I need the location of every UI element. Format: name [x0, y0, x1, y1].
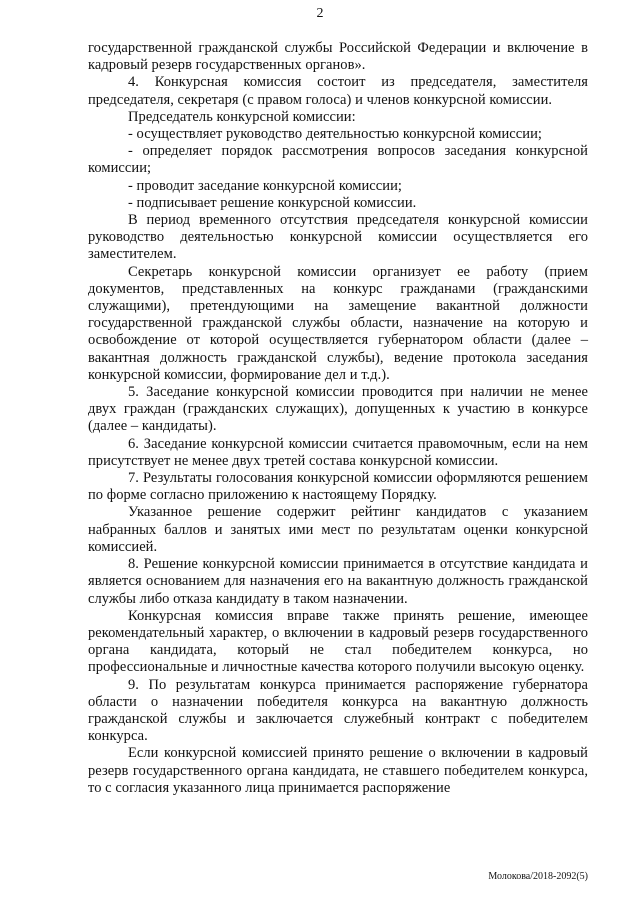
- document-body: [88, 40, 588, 797]
- paragraph: 5. Заседание конкурсной комиссии проводится при наличии не менее двух граждан (гражданских служащих), допущенных к участию в конкурсе (далее – кандидаты).: [88, 384, 588, 435]
- paragraph: Секретарь конкурсной комиссии организует ее работу (прием документов, представленных на конкурс гражданами (гражданскими служащими), претендующими на замещение вакантной должности государственной гражданской службы области, назначение на которую и освобождение от которой осуществляется губернатором области (далее – вакантная должность гражданской службы), ведение протокола заседания конкурсной комиссии, формирование дел и т.д.).: [88, 263, 588, 383]
- paragraph: 6. Заседание конкурсной комиссии считается правомочным, если на нем присутствует не менее двух третей состава конкурсной комиссии.: [88, 435, 588, 469]
- paragraph: - определяет порядок рассмотрения вопросов заседания конкурсной комиссии;: [88, 143, 588, 177]
- document-code: Молокова/2018-2092(5): [488, 871, 588, 882]
- paragraph: Если конкурсной комиссией принято решение о включении в кадровый резерв государственного органа кандидата, не ставшего победителем конкурса, то с согласия указанного лица принимается распоряжение: [88, 745, 588, 796]
- paragraph: Председатель конкурсной комиссии:: [128, 108, 356, 125]
- page-number: 2: [316, 6, 324, 21]
- paragraph: В период временного отсутствия председателя конкурсной комиссии руководство деятельностью конкурсной комиссии осуществляется его заместителем.: [88, 212, 588, 263]
- paragraph: Указанное решение содержит рейтинг кандидатов с указанием набранных баллов и занятых ими мест по результатам оценки конкурсной комиссией.: [88, 504, 588, 555]
- paragraph: - подписывает решение конкурсной комиссии.: [128, 194, 417, 211]
- paragraph: - проводит заседание конкурсной комиссии;: [128, 177, 402, 194]
- paragraph: - осуществляет руководство деятельностью конкурсной комиссии;: [128, 126, 542, 143]
- paragraph: Конкурсная комиссия вправе также принять решение, имеющее рекомендательный характер, о включении в кадровый резерв государственного органа кандидата, который не стал победителем конкурса, но профессиональные и личностные качества которого получили высокую оценку.: [88, 607, 588, 676]
- paragraph: 8. Решение конкурсной комиссии принимается в отсутствие кандидата и является основанием для назначения его на вакантную должность гражданской службы либо отказа кандидату в таком назначении.: [88, 556, 588, 607]
- paragraph: 4. Конкурсная комиссия состоит из председателя, заместителя председателя, секретаря (с правом голоса) и членов конкурсной комиссии.: [88, 74, 588, 108]
- paragraph: государственной гражданской службы Российской Федерации и включение в кадровый резерв государственных органов».: [88, 40, 588, 74]
- paragraph: 9. По результатам конкурса принимается распоряжение губернатора области о назначении победителя конкурса на вакантную должность гражданской службы и заключается служебный контракт с победителем конкурса.: [88, 676, 588, 745]
- paragraph: 7. Результаты голосования конкурсной комиссии оформляются решением по форме согласно приложению к настоящему Порядку.: [88, 470, 588, 504]
